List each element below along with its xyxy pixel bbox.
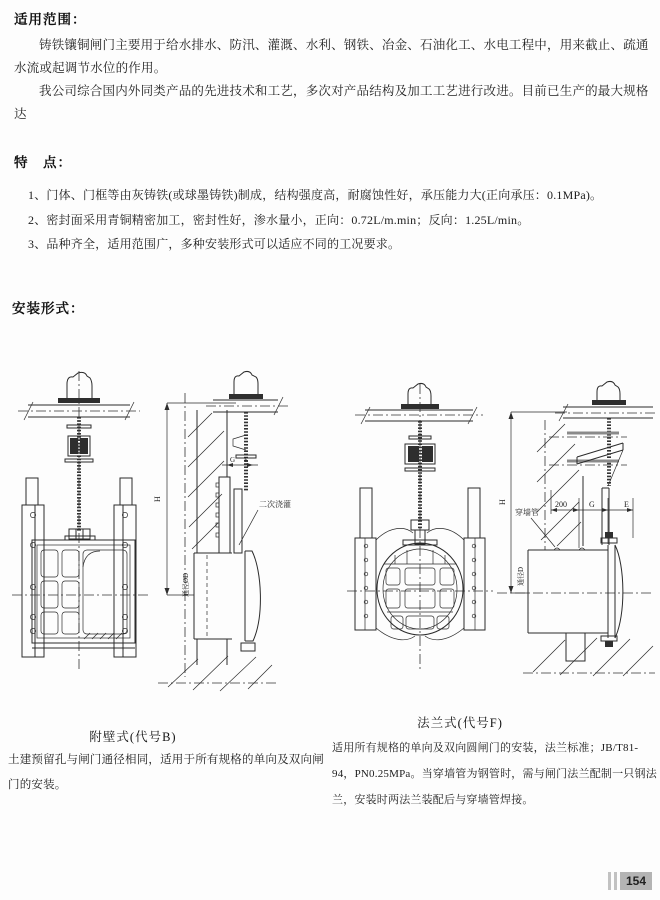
dim-e-label-f: E bbox=[624, 500, 629, 509]
dim-h-label-b: H bbox=[153, 496, 162, 502]
wall-pipe-label: 穿墙管 bbox=[515, 508, 539, 517]
bore-label-b: 通径ØD bbox=[182, 572, 190, 597]
features-heading: 特 点： bbox=[14, 155, 72, 170]
dim-h-label-f: H bbox=[498, 499, 507, 505]
dim-200-label: 200 bbox=[555, 500, 567, 509]
note-wall-mounted: 土建预留孔与闸门通径相同，适用于所有规格的单向及双向闸门的安装。 bbox=[8, 754, 324, 791]
scope-paragraphs bbox=[14, 34, 654, 126]
page-number-bar bbox=[608, 872, 611, 890]
section-view-f bbox=[497, 381, 657, 676]
installation-heading: 安装形式： bbox=[12, 301, 85, 316]
drawing-wall-mounted-type bbox=[8, 365, 323, 705]
dim-e-label-b: E bbox=[244, 456, 249, 464]
feature-item-3: 3、品种齐全，适用范围广，多种安装形式可以适应不同的工况要求。 bbox=[28, 237, 401, 251]
note-flanged: 适用所有规格的单向及双向圆闸门的安装，法兰标准；JB/T81-94，PN0.25MPa。当穿墙管为钢管时，需与闸门法兰配制一只钢法兰，安装时两法兰装配后与穿墙管焊接。 bbox=[332, 742, 657, 806]
feature-item-1: 1、门体、门框等由灰铸铁(或球墨铸铁)制成，结构强度高，耐腐蚀性好，承压能力大(正向承压：0.1MPa)。 bbox=[28, 188, 603, 202]
scope-paragraph-1: 铸铁镶铜闸门主要用于给水排水、防汛、灌溉、水利、钢铁、冶金、石油化工、水电工程中，用来截止、疏通水流或起调节水位的作用。 bbox=[14, 38, 649, 75]
page-number: 154 bbox=[620, 872, 652, 890]
bore-label-f: 通径D bbox=[517, 566, 525, 586]
scope-heading: 适用范围： bbox=[14, 12, 87, 27]
page-number-bar bbox=[614, 872, 617, 890]
caption-wall-mounted: 附壁式(代号B) bbox=[89, 730, 177, 744]
feature-item-2: 2、密封面采用青铜精密加工，密封性好，渗水量小，正向：0.72L/m.min；反向：1.25L/min。 bbox=[28, 212, 530, 227]
dim-g-label-b: G bbox=[230, 456, 236, 464]
features-list bbox=[28, 183, 654, 257]
page-number-block bbox=[608, 872, 652, 890]
scope-paragraph-2: 我公司综合国内外同类产品的先进技术和工艺，多次对产品结构及加工工艺进行改进。目前已生产的最大规格达 bbox=[14, 84, 649, 121]
drawing-flanged-type bbox=[335, 380, 657, 690]
front-view-f bbox=[347, 383, 493, 672]
dim-g-label-f: G bbox=[589, 500, 595, 509]
grout-label: 二次浇灌 bbox=[259, 500, 291, 509]
caption-flanged: 法兰式(代号F) bbox=[417, 716, 503, 730]
front-view-b bbox=[12, 371, 148, 671]
section-view-b bbox=[153, 371, 291, 691]
